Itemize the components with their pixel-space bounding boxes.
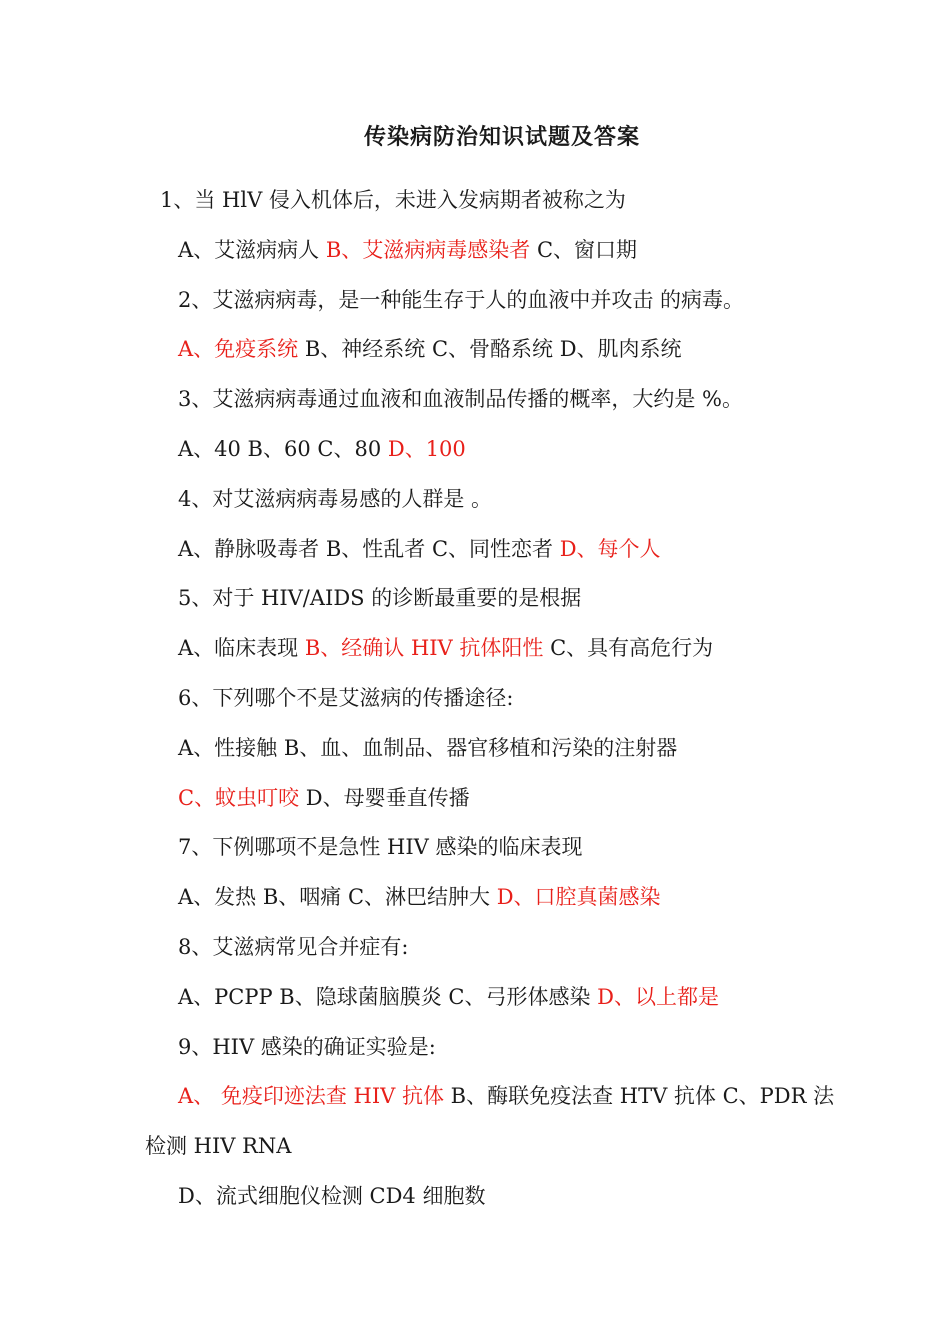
- answer-text: D、以上都是: [597, 985, 719, 1009]
- text-line: [178, 982, 719, 1012]
- answer-text: B、经确认 HIV 抗体阳性: [304, 636, 544, 660]
- text-line: [178, 1032, 436, 1062]
- text-line: [178, 1081, 834, 1111]
- question-text: B、神经系统 C、骨酪系统 D、肌肉系统: [298, 337, 682, 361]
- question-text: 3、艾滋病病毒通过血液和血液制品传播的概率，大约是 %。: [178, 387, 743, 411]
- question-text: C、窗口期: [530, 238, 638, 262]
- question-text: A、40 B、60 C、80: [178, 437, 388, 461]
- question-text: 2、艾滋病病毒，是一种能生存于人的血液中并攻击 的病毒。: [178, 288, 745, 312]
- question-text: 检测 HIV RNA: [145, 1134, 292, 1158]
- question-text: A、临床表现: [178, 636, 305, 660]
- text-line: [178, 384, 743, 414]
- answer-text: A、 免疫印迹法查 HIV 抗体: [178, 1084, 444, 1108]
- question-text: A、性接触 B、血、血制品、器官移植和污染的注射器: [178, 736, 678, 760]
- text-line: [178, 235, 637, 265]
- question-text: D、母婴垂直传播: [299, 786, 470, 810]
- answer-text: A、免疫系统: [178, 337, 299, 361]
- text-line: [178, 733, 677, 763]
- text-line: [178, 882, 661, 912]
- answer-text: D、每个人: [559, 537, 661, 561]
- question-text: A、PCPP B、隐球菌脑膜炎 C、弓形体感染: [178, 985, 598, 1009]
- text-line: [145, 1131, 291, 1161]
- question-text: C、具有高危行为: [543, 636, 714, 660]
- text-line: [178, 334, 682, 364]
- text-line: [178, 1181, 485, 1211]
- answer-text: C、蚊虫叮咬: [178, 786, 300, 810]
- question-text: 4、对艾滋病病毒易感的人群是 。: [178, 487, 493, 511]
- question-text: 6、下列哪个不是艾滋病的传播途径:: [178, 686, 514, 710]
- question-text: D、流式细胞仪检测 CD4 细胞数: [178, 1184, 486, 1208]
- question-text: A、发热 B、咽痛 C、淋巴结肿大: [178, 885, 497, 909]
- question-text: 7、下例哪项不是急性 HIV 感染的临床表现: [178, 835, 583, 859]
- text-line: [178, 932, 408, 962]
- text-line: [178, 583, 581, 613]
- question-text: B、酶联免疫法查 HTV 抗体 C、PDR 法: [443, 1084, 835, 1108]
- answer-text: D、口腔真菌感染: [496, 885, 661, 909]
- document-title: 传染病防治知识试题及答案: [363, 124, 640, 150]
- text-line: [160, 185, 626, 215]
- text-line: [178, 534, 661, 564]
- answer-text: B、艾滋病病毒感染者: [325, 238, 531, 262]
- text-line: [178, 683, 513, 713]
- question-text: 8、艾滋病常见合并症有:: [178, 935, 409, 959]
- question-text: 9、HIV 感染的确证实验是:: [178, 1035, 436, 1059]
- text-line: [178, 434, 466, 464]
- text-line: [178, 783, 470, 813]
- text-line: [178, 633, 713, 663]
- text-line: [178, 832, 582, 862]
- text-line: [178, 285, 744, 315]
- question-text: A、艾滋病病人: [178, 238, 326, 262]
- question-text: A、静脉吸毒者 B、性乱者 C、同性恋者: [178, 537, 560, 561]
- answer-text: D、100: [387, 437, 466, 461]
- question-text: 5、对于 HIV/AIDS 的诊断最重要的是根据: [178, 586, 582, 610]
- question-text: 1、当 HlV 侵入机体后，未进入发病期者被称之为: [160, 188, 626, 212]
- text-line: [178, 484, 492, 514]
